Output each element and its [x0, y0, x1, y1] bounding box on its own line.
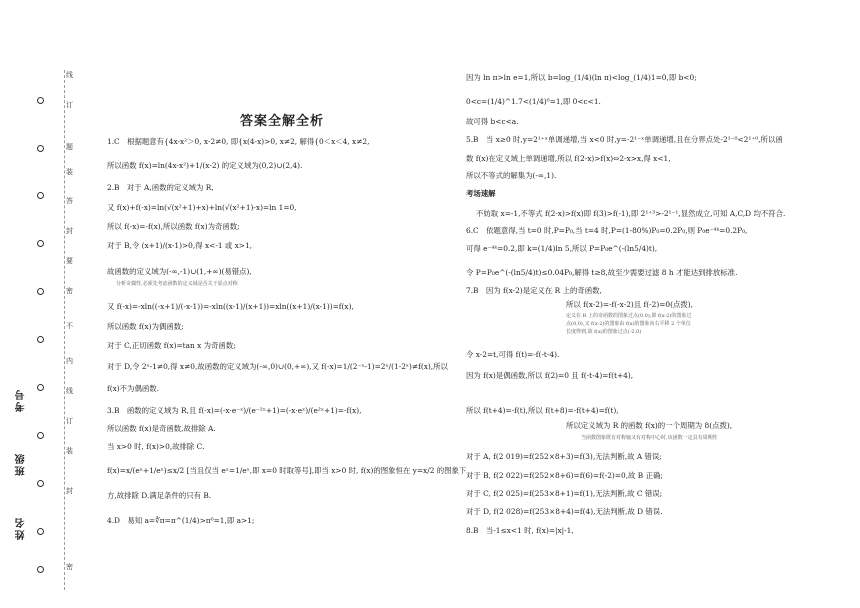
name-label: 姓名: [16, 516, 27, 540]
binding-hole-circle: [37, 432, 44, 439]
left-line: 所以函数 f(x)为偶函数;: [107, 322, 184, 331]
right-line: 8.B 当-1≤x<1 时, f(x)=|x|-1,: [466, 526, 574, 535]
left-line: 所以函数 f(x)=ln(4x-x²)+1/(x-2) 的定义域为(0,2)∪(2,4).: [107, 161, 303, 170]
right-line: 对于 D, f(2 028)=f(253×8+4)=f(4),无法判断,故 D 错误.: [466, 507, 663, 516]
right-line: 所以 f(x-2)=-f(-x-2)且 f(-2)=0(点拨),: [566, 300, 694, 309]
binding-hole-circle: [37, 97, 44, 104]
binding-hole-circle: [37, 384, 44, 391]
margin-char: 题: [66, 143, 73, 151]
right-line: 因为 f(x)是偶函数,所以 f(2)=0 且 f(-t-4)=f(t+4),: [466, 371, 634, 380]
right-line: 考场速解: [466, 189, 496, 198]
left-line: 分析奇偶性,必须先考虑函数的定义域是否关于原点对称: [116, 281, 238, 287]
page-title: 答案全解全析: [240, 114, 325, 129]
left-line: 对于 B,令 (x+1)/(x-1)>0,得 x<-1 或 x>1,: [107, 241, 253, 250]
binding-hole-circle: [37, 336, 44, 343]
right-line: 故可得 b<c<a.: [466, 117, 519, 126]
right-line: 对于 A, f(2 019)=f(252×8+3)=f(3),无法判断,故 A 错误;: [466, 452, 662, 461]
right-line: 当函数图象既有对称轴又有对称中心时,该函数一定具有周期性: [581, 435, 718, 441]
margin-char: 订: [66, 101, 73, 109]
left-line: 所以函数 f(x)是奇函数,故排除 A.: [107, 424, 216, 433]
right-line: 所以 f(t+4)=-f(t),所以 f(t+8)=-f(t+4)=f(t),: [466, 406, 619, 415]
binding-hole-circle: [37, 240, 44, 247]
left-line: 4.D 易知 a=∜π=π^(1/4)>π⁰=1,即 a>1;: [107, 516, 255, 525]
margin-char: 封: [66, 487, 73, 495]
right-line: 令 x-2=t,可得 f(t)=-f(-t-4).: [466, 350, 560, 359]
right-line: 因为 ln π>ln e=1,所以 b=log_(1/4)(ln π)<log_(1/4)1=0,即 b<0;: [466, 73, 697, 82]
right-line: 对于 C, f(2 025)=f(253×8+1)=f(1),无法判断,故 C 错误;: [466, 489, 663, 498]
binding-margin: [0, 0, 80, 608]
margin-char: 要: [66, 257, 73, 265]
left-line: 2.B 对于 A,函数的定义域为 R,: [107, 183, 214, 192]
right-line: 令 P=P₀e^(-(ln5/4)t)≤0.04P₀,解得 t≥8,故至少需要过滤 8 h 才能达到排放标准.: [466, 268, 738, 277]
right-line: 7.B 因为 f(x-2)是定义在 R 上的奇函数,: [466, 286, 602, 295]
binding-hole-circle: [37, 145, 44, 152]
margin-char: 密: [66, 563, 73, 571]
right-line: 点(0,0),又 f(x-2)的图象由 f(x)的图象向右平移 2 个单位: [566, 321, 691, 327]
binding-hole-circle: [37, 192, 44, 199]
left-line: 所以 f(-x)=-f(x),所以函数 f(x)为奇函数;: [107, 222, 240, 231]
left-line: 故函数的定义域为(-∞,-1)∪(1,+∞)(易错点),: [107, 267, 252, 276]
margin-char: 密: [66, 287, 73, 295]
left-line: 方,故排除 D.满足条件的只有 B.: [107, 491, 212, 500]
margin-char: 装: [66, 447, 73, 455]
left-line: 1.C 根据题意有{4x-x²＞0, x-2≠0, 即{x(4-x)>0, x≠2, 解得{0＜x＜4, x≠2,: [107, 137, 370, 146]
right-line: 0<c=(1/4)^1.7<(1/4)⁰=1,即 0<c<1.: [466, 97, 601, 106]
right-line: 所以定义域为 R 的函数 f(x)的一个周期为 8(点拨),: [566, 421, 733, 430]
right-line: 定义在 R 上的奇函数的图象过点(0,0),即 f(x-2)的图象过: [566, 313, 692, 319]
binding-hole-circle: [37, 480, 44, 487]
right-line: 长度得到,故 f(x)的图象过点(-2,0): [566, 329, 642, 335]
binding-hole-circle: [37, 528, 44, 535]
right-line: 不妨取 x=-1,不等式 f(2-x)>f(x)即 f(3)>f(-1),即 2¹⁺³>-2¹⁻¹,显然成立,可知 A,C,D 均不符合.: [476, 209, 786, 218]
margin-char: 装: [66, 168, 73, 176]
left-line: 对于 C,正切函数 f(x)=tan x 为奇函数;: [107, 341, 236, 350]
left-line: f(x)不为偶函数.: [107, 384, 159, 393]
left-line: 又 f(-x)=-xln((-x+1)/(-x-1))=-xln((x-1)/(x+1))=xln((x+1)/(x-1))=f(x),: [107, 302, 354, 311]
margin-char: 订: [66, 417, 73, 425]
margin-char: 答: [66, 197, 73, 205]
margin-char: 不: [66, 322, 73, 330]
margin-char: 封: [66, 227, 73, 235]
cut-line: [64, 70, 65, 590]
right-line: 5.B 当 x≥0 时,y=2¹⁺ˣ单调递增,当 x<0 时,y=-2¹⁻ˣ单调递增,且在分界点处-2¹⁻⁰<2¹⁺⁰,所以函: [466, 135, 783, 144]
margin-char: 线: [66, 71, 73, 79]
left-line: 当 x>0 时, f(x)>0,故排除 C.: [107, 442, 205, 451]
right-line: 6.C 依题意得,当 t=0 时,P=P₀,当 t=4 时,P=(1-80%)P₀=0.2P₀,则 P₀e⁻⁴ᵏ=0.2P₀,: [466, 226, 748, 235]
left-line: 对于 D,令 2ˣ-1≠0,得 x≠0,故函数的定义域为(-∞,0)∪(0,+∞),又 f(-x)=1/(2⁻ˣ-1)=2ˣ/(1-2ˣ)≠f(x),所以: [107, 362, 448, 371]
binding-hole-circle: [37, 288, 44, 295]
left-line: 又 f(x)+f(-x)=ln(√(x²+1)+x)+ln(√(x²+1)-x)=ln 1=0,: [107, 203, 297, 212]
right-line: 数 f(x)在定义域上单调递增,所以 f(2-x)>f(x)⇔2-x>x,得 x<1,: [466, 154, 671, 163]
left-line: 3.B 函数的定义域为 R,且 f(-x)=(-x·e⁻ˣ)/(e⁻²ˣ+1)=(-x·eˣ)/(e²ˣ+1)=-f(x),: [107, 406, 362, 415]
margin-char: 线: [66, 387, 73, 395]
right-line: 所以不等式的解集为(-∞,1).: [466, 171, 557, 180]
left-line: f(x)=x/(eˣ+1/eˣ)≤x/2 [当且仅当 eˣ=1/eˣ,即 x=0 时取等号],即当 x>0 时, f(x)的图象恒在 y=x/2 的图象下: [107, 466, 467, 475]
exam-number-label: 考号: [16, 388, 27, 412]
margin-char: 内: [66, 357, 73, 365]
right-line: 可得 e⁻⁴ᵏ=0.2,即 k=(1/4)ln 5,所以 P=P₀e^(-(ln5/4)t),: [466, 244, 658, 253]
right-line: 对于 B, f(2 022)=f(252×8+6)=f(6)=f(-2)=0,故 B 正确;: [466, 471, 663, 480]
binding-hole-circle: [37, 566, 44, 573]
class-label: 班级: [16, 452, 27, 476]
